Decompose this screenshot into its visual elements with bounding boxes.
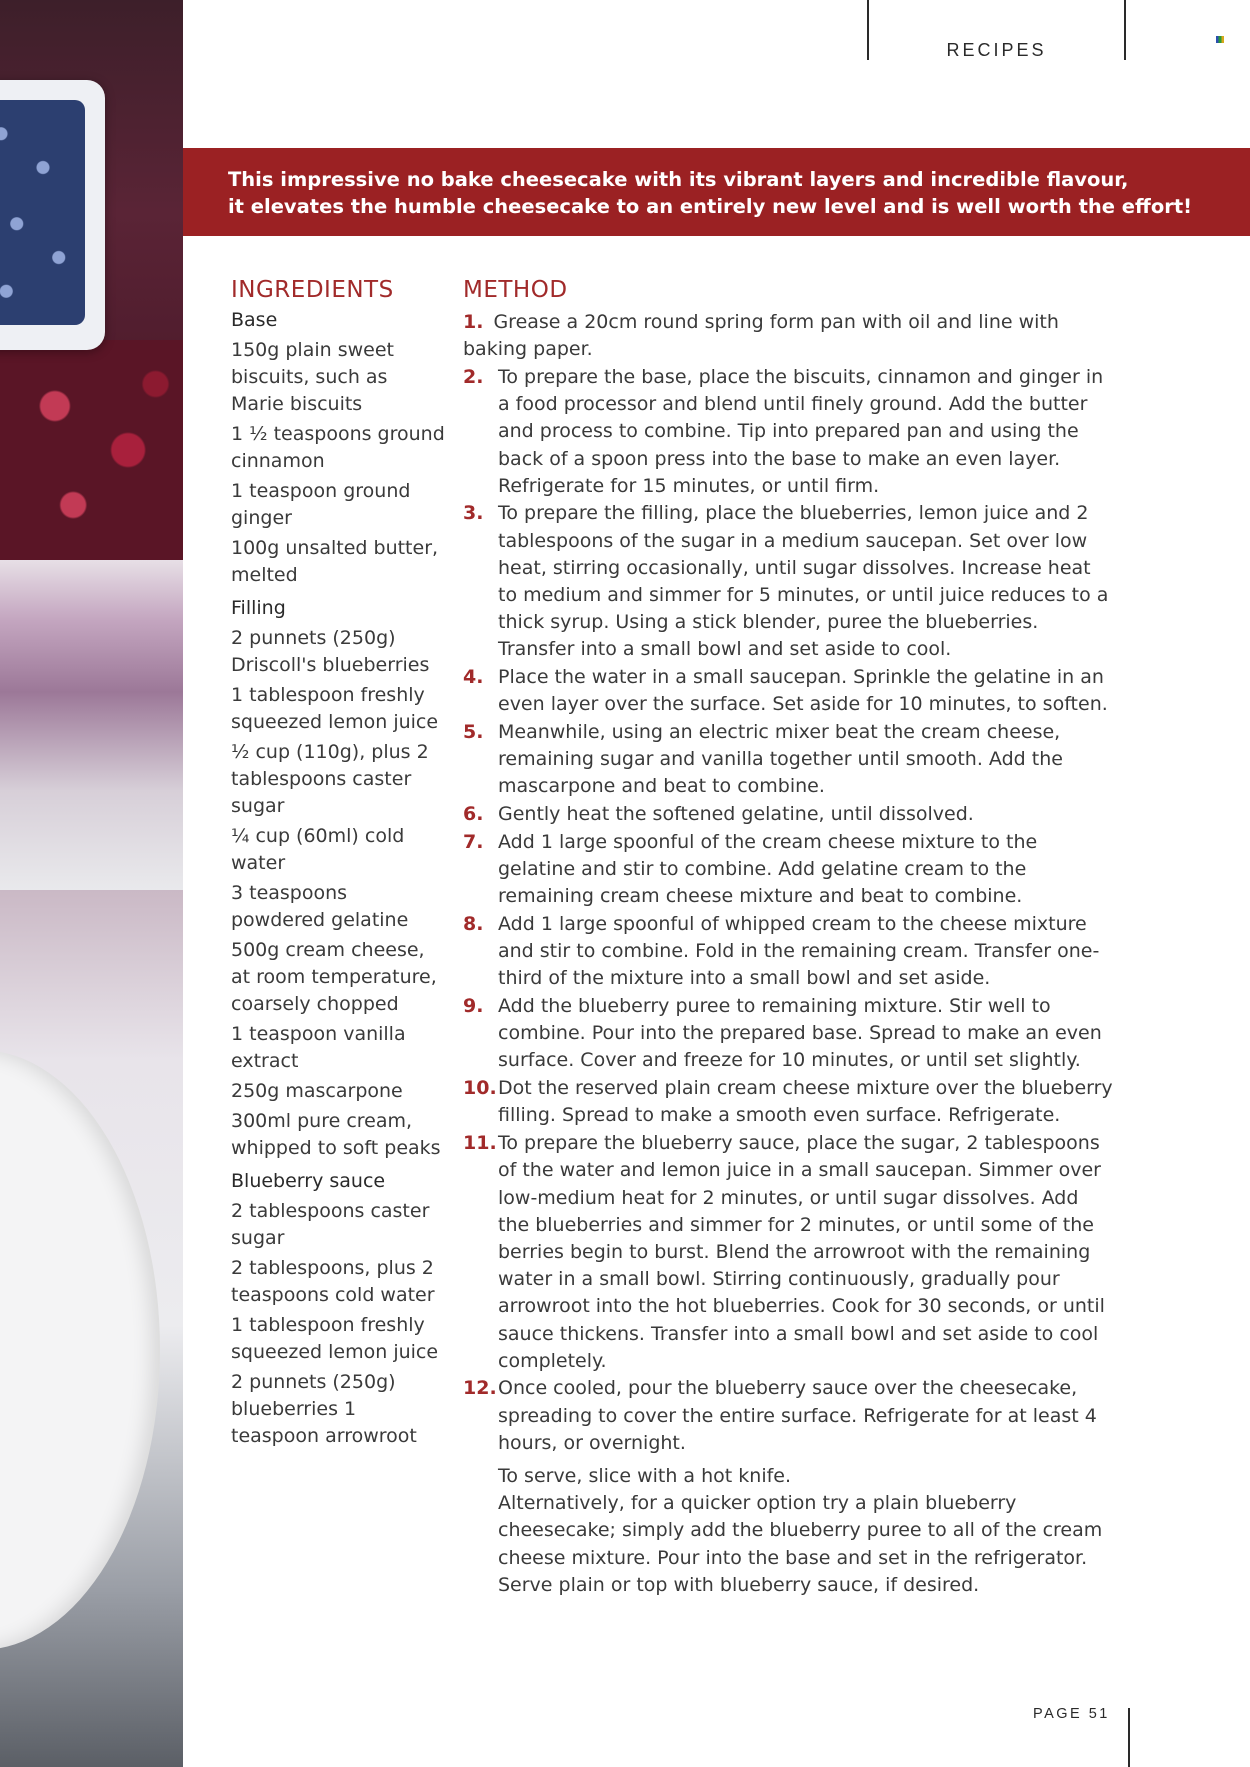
step-number: 5. [463, 721, 484, 744]
step-text: To prepare the base, place the biscuits, cinnamon and ginger in a food processor and blend until finely ground. Add the butter and process to combine. Tip into prepared pan and using the back of a spoon press into the base to make an even layer. Refrigerate for 15 minutes, or until firm. [498, 365, 1104, 497]
method-step [463, 993, 1113, 1075]
step-text: Add 1 large spoonful of the cream cheese mixture to the gelatine and stir to combine. Add gelatine cream to the remaining cream cheese mixture and beat to combine. [498, 830, 1038, 908]
ingredient-group-filling [231, 597, 446, 1162]
ingredient-item: ¼ cup (60ml) cold water [231, 825, 405, 874]
step-number: 2. [463, 365, 484, 388]
page-number: PAGE 51 [1033, 1706, 1110, 1722]
step-number: 6. [463, 803, 484, 826]
ingredients-title: INGREDIENTS [231, 277, 394, 303]
method-step [463, 1375, 1113, 1457]
ingredient-item: 2 tablespoons caster sugar [231, 1200, 430, 1249]
ingredient-item: 150g plain sweet biscuits, such as Marie biscuits [231, 339, 394, 415]
method-step [463, 364, 1113, 500]
ingredient-group-blueberry-sauce [231, 1170, 446, 1450]
cheesecake-layers-image [0, 560, 183, 890]
ingredient-group-heading: Base [231, 309, 278, 331]
ingredient-group-base [231, 309, 446, 589]
alternative-note: Alternatively, for a quicker option try a plain blueberry cheesecake; simply add the blueberry puree to all of the cream cheese mixture. Pour into the base and set in the refrigerator. Serve plain or top with blueberry sauce, if desired. [498, 1492, 1103, 1596]
ingredient-item: 3 teaspoons powdered gelatine [231, 882, 409, 931]
ingredient-group-heading: Blueberry sauce [231, 1170, 386, 1192]
step-number: 8. [463, 912, 484, 935]
method-title: METHOD [463, 277, 568, 303]
method-step [463, 801, 1113, 828]
ingredient-item: 2 tablespoons, plus 2 teaspoons cold water [231, 1257, 435, 1306]
step-number: 1. [463, 311, 484, 333]
blueberries-image [0, 100, 85, 325]
step-text: Add 1 large spoonful of whipped cream to the cheese mixture and stir to combine. Fold in the remaining cream. Transfer one-third of the mixture into a small bowl and set aside. [498, 912, 1100, 990]
footer-divider [1128, 1708, 1130, 1767]
step-number: 7. [463, 830, 484, 853]
step-number: 12. [463, 1377, 497, 1400]
plate-image [0, 1050, 160, 1650]
serving-note: To serve, slice with a hot knife. [498, 1465, 792, 1488]
ingredient-item: 300ml pure cream, whipped to soft peaks [231, 1110, 441, 1159]
method-step [463, 309, 1113, 363]
method-step [463, 829, 1113, 911]
step-text: Once cooled, pour the blueberry sauce over the cheesecake, spreading to cover the entire surface. Refrigerate for at least 4 hours, or overnight. [498, 1377, 1097, 1454]
step-number: 3. [463, 502, 484, 525]
step-text: Dot the reserved plain cream cheese mixture over the blueberry filling. Spread to make a smooth even surface. Refrigerate. [498, 1077, 1113, 1127]
method-step [463, 1130, 1113, 1375]
ingredient-item: ½ cup (110g), plus 2 tablespoons caster sugar [231, 741, 429, 817]
step-text: To prepare the filling, place the blueberries, lemon juice and 2 tablespoons of the sugar in a medium saucepan. Set over low heat, stirring occasionally, until sugar dissolves. Increase heat to medium and simmer for 5 minutes, or until juice reduces to a thick syrup. Using a stick blender, puree the blueberries. Transfer into a small bowl and set aside to cool. [498, 502, 1109, 661]
berry-topping-image [0, 340, 183, 560]
ingredients-column [231, 277, 446, 1458]
method-step [463, 1075, 1113, 1129]
color-registration-mark [1216, 36, 1224, 43]
ingredient-item: 1 teaspoon ground ginger [231, 480, 411, 529]
ingredient-item: 1 tablespoon freshly squeezed lemon juice [231, 1314, 439, 1363]
ingredient-item: 1 teaspoon vanilla extract [231, 1023, 406, 1072]
step-number: 11. [463, 1132, 497, 1155]
intro-line-2: it elevates the humble cheesecake to an entirely new level and is well worth the effort! [228, 195, 1193, 218]
ingredient-item: 1 ½ teaspoons ground cinnamon [231, 423, 445, 472]
step-text: Add the blueberry puree to remaining mixture. Stir well to combine. Pour into the prepared base. Spread to make an even surface. Cover and freeze for 10 minutes, or until set slightly. [498, 995, 1102, 1072]
ingredient-item: 250g mascarpone [231, 1080, 403, 1102]
step-number: 4. [463, 666, 484, 689]
ingredient-item: 1 tablespoon freshly squeezed lemon juice [231, 684, 439, 733]
section-label: RECIPES [946, 40, 1047, 60]
intro-line-1: This impressive no bake cheesecake with its vibrant layers and incredible flavour, [228, 168, 1129, 191]
ingredient-item: 500g cream cheese, at room temperature, coarsely chopped [231, 939, 437, 1015]
method-step [463, 911, 1113, 993]
header-divider-right [1124, 0, 1126, 60]
step-text: Meanwhile, using an electric mixer beat the cream cheese, remaining sugar and vanilla together until smooth. Add the mascarpone and beat to combine. [498, 721, 1063, 798]
intro-banner [183, 148, 1250, 236]
step-text: Gently heat the softened gelatine, until dissolved. [498, 803, 974, 826]
step-text: Place the water in a small saucepan. Sprinkle the gelatine in an even layer over the surface. Set aside for 10 minutes, to soften. [498, 666, 1108, 716]
ingredient-item: 2 punnets (250g) Driscoll's blueberries [231, 627, 430, 676]
step-number: 10. [463, 1077, 497, 1100]
step-number: 9. [463, 995, 484, 1018]
cheesecake-photo [0, 0, 183, 1767]
method-step [463, 500, 1113, 663]
method-step [463, 664, 1113, 718]
ingredient-item: 100g unsalted butter, melted [231, 537, 439, 586]
ingredient-group-heading: Filling [231, 597, 286, 619]
ingredient-item: 2 punnets (250g) blueberries 1 teaspoon arrowroot [231, 1371, 417, 1447]
step-text: Grease a 20cm round spring form pan with oil and line with baking paper. [463, 311, 1059, 361]
method-step [463, 719, 1113, 801]
method-column [463, 277, 1113, 1599]
step-text: To prepare the blueberry sauce, place the sugar, 2 tablespoons of the water and lemon juice in a small saucepan. Simmer over low-medium heat for 2 minutes, or until sugar dissolves. Add the blueberries and simmer for 2 minutes, or until some of the berries begin to burst. Blend the arrowroot with the remaining water in a small bowl. Stirring continuously, gradually pour arrowroot into the hot blueberries. Cook for 30 seconds, or until sauce thickens. Transfer into a small bowl and set aside to cool completely. [498, 1132, 1105, 1372]
